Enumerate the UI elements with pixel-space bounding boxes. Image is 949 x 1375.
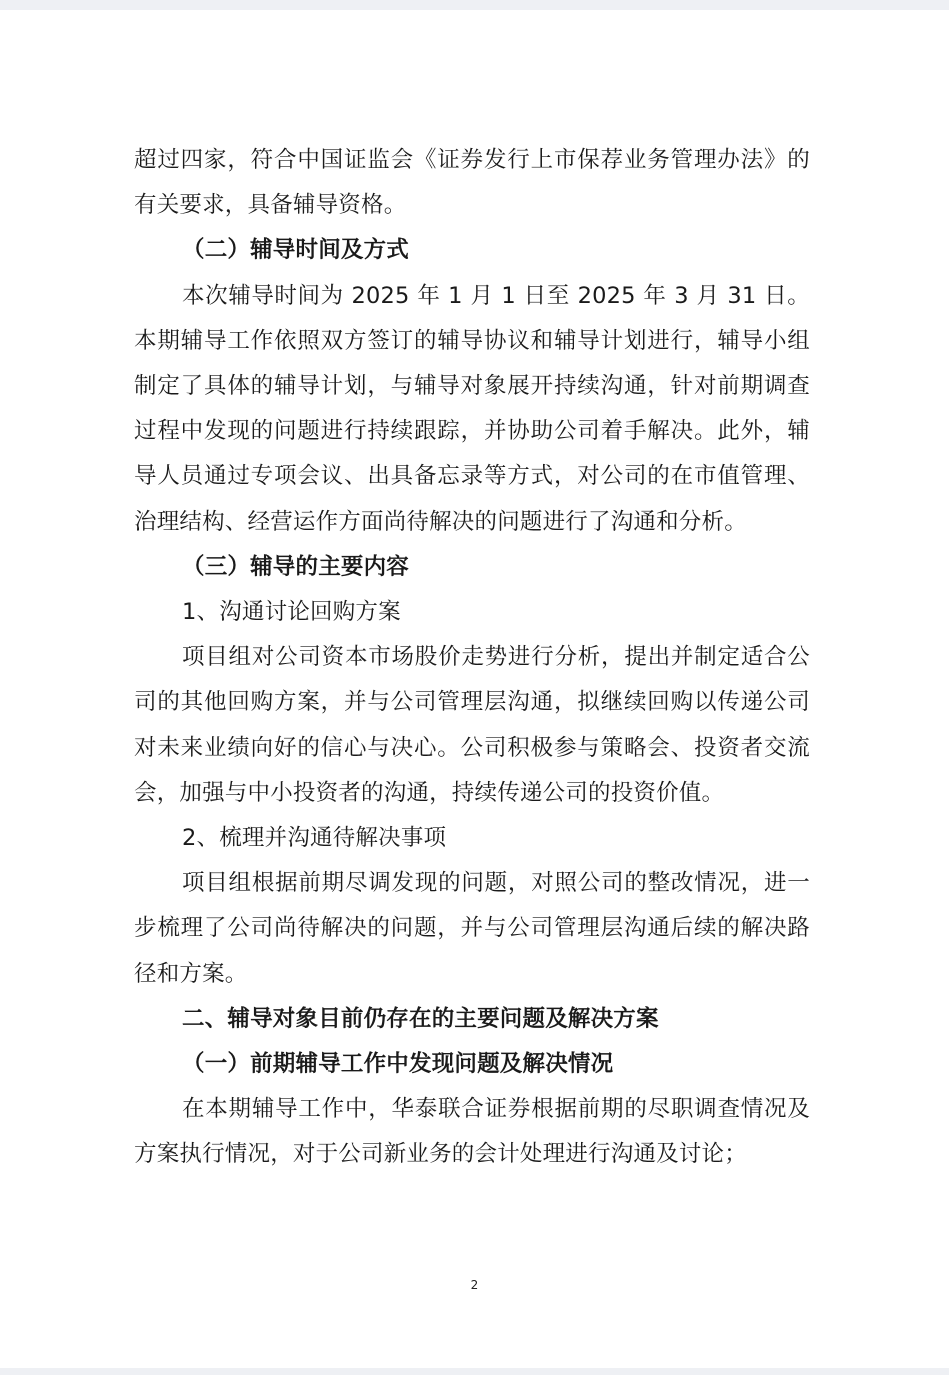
paragraph-qualification: 超过四家，符合中国证监会《证券发行上市保荐业务管理办法》的有关要求，具备辅导资格。 xyxy=(134,147,810,219)
page-number: 2 xyxy=(470,1278,479,1292)
page-body xyxy=(134,138,810,1178)
heading-tutoring-content: （三）辅导的主要内容 xyxy=(182,553,410,580)
paragraph-pending-issues: 项目组根据前期尽调发现的问题，对照公司的整改情况，进一步梳理了公司尚待解决的问题，并与公司管理层沟通后续的解决路径和方案。 xyxy=(134,870,810,987)
paragraph-prior-issues: 在本期辅导工作中，华泰联合证券根据前期的尽职调查情况及方案执行情况，对于公司新业务的会计处理进行沟通及讨论； xyxy=(134,1096,810,1168)
item-pending-issues-title: 2、梳理并沟通待解决事项 xyxy=(182,825,447,852)
document-page xyxy=(0,10,949,1368)
item-buyback-title: 1、沟通讨论回购方案 xyxy=(182,599,401,626)
viewer-top-strip xyxy=(0,0,949,10)
heading-prior-issues: （一）前期辅导工作中发现问题及解决情况 xyxy=(182,1051,614,1078)
heading-main-problems: 二、辅导对象目前仍存在的主要问题及解决方案 xyxy=(182,1005,659,1032)
heading-tutoring-time: （二）辅导时间及方式 xyxy=(182,237,410,264)
paragraph-tutoring-time: 本次辅导时间为 2025 年 1 月 1 日至 2025 年 3 月 31 日。本期辅导工作依照双方签订的辅导协议和辅导计划进行，辅导小组制定了具体的辅导计划，与辅导对象展开持续沟通，针对前期调查过程中发现的问题进行持续跟踪，并协助公司着手解决。此外，辅导人员通过专项会议、出具备忘录等方式，对公司的在市值管理、治理结构、经营运作方面尚待解决的问题进行了沟通和分析。 xyxy=(134,282,810,535)
paragraph-buyback: 项目组对公司资本市场股价走势进行分析，提出并制定适合公司的其他回购方案，并与公司管理层沟通，拟继续回购以传递公司对未来业绩向好的信心与决心。公司积极参与策略会、投资者交流会，加强与中小投资者的沟通，持续传递公司的投资价值。 xyxy=(134,644,810,806)
